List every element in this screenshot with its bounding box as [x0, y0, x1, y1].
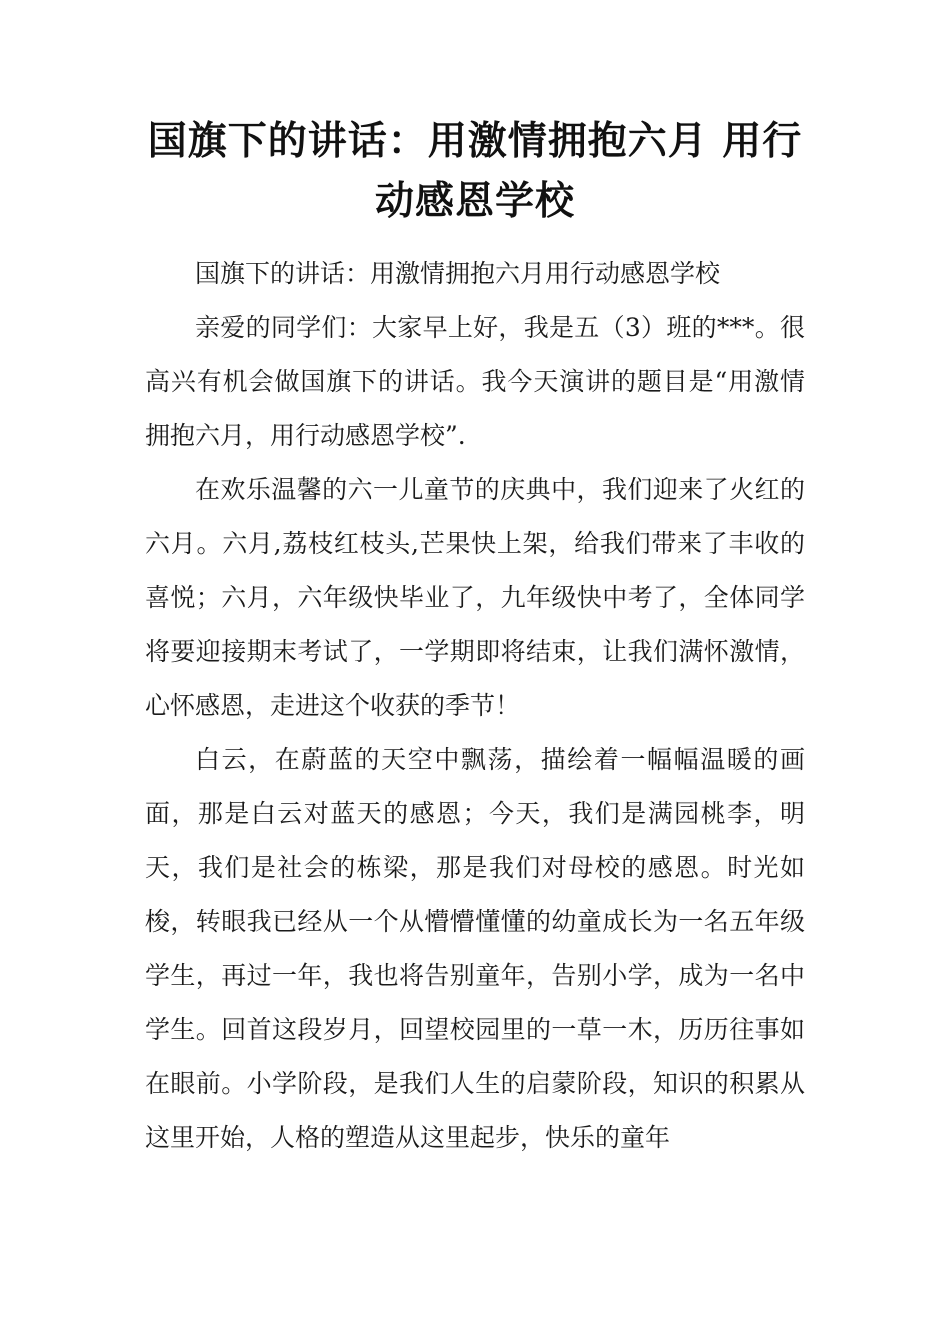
document-body	[145, 247, 805, 1165]
paragraph-gratitude: 白云，在蔚蓝的天空中飘荡，描绘着一幅幅温暖的画面，那是白云对蓝天的感恩；今天，我们是满园桃李，明天，我们是社会的栋梁，那是我们对母校的感恩。时光如梭，转眼我已经从一个从懵懵懂懂的幼童成长为一名五年级学生，再过一年，我也将告别童年，告别小学，成为一名中学生。回首这段岁月，回望校园里的一草一木，历历往事如在眼前。小学阶段，是我们人生的启蒙阶段，知识的积累从这里开始，人格的塑造从这里起步，快乐的童年	[145, 745, 805, 1152]
document-title: 国旗下的讲话：用激情拥抱六月 用行动感恩学校	[147, 119, 803, 224]
paragraph-greeting: 亲爱的同学们：大家早上好，我是五（3）班的***。很高兴有机会做国旗下的讲话。我今天演讲的题目是“用激情拥抱六月，用行动感恩学校”.	[145, 313, 805, 450]
paragraph-june: 在欢乐温馨的六一儿童节的庆典中，我们迎来了火红的六月。六月,荔枝红枝头,芒果快上架，给我们带来了丰收的喜悦；六月，六年级快毕业了，九年级快中考了，全体同学将要迎接期末考试了，一学期即将结束，让我们满怀激情，心怀感恩，走进这个收获的季节！	[145, 475, 805, 720]
paragraph-subtitle: 国旗下的讲话：用激情拥抱六月用行动感恩学校	[195, 259, 721, 288]
